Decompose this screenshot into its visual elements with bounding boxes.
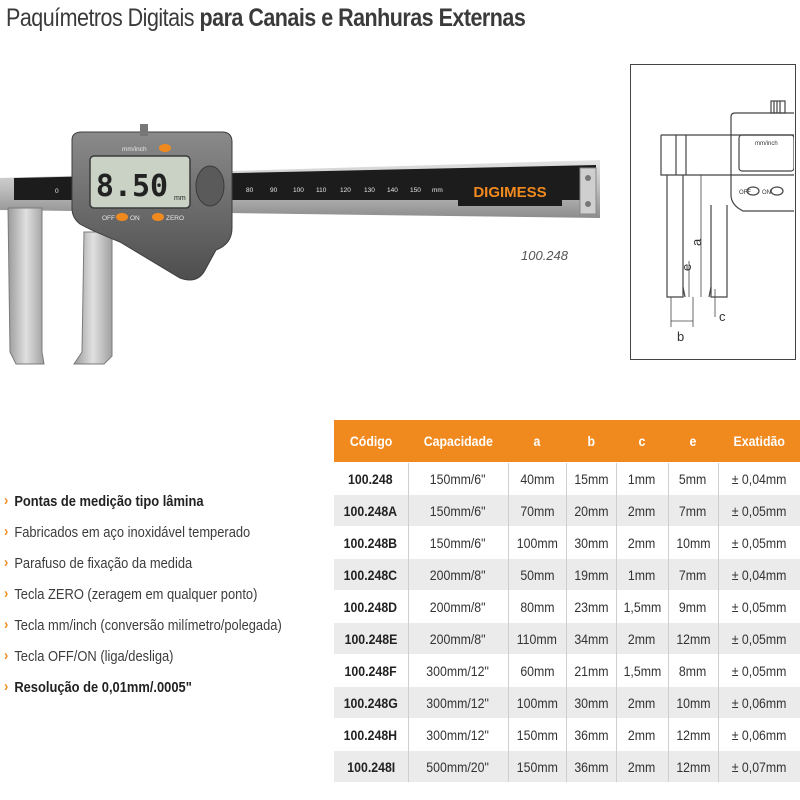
- scale-tick-label: 110: [316, 187, 327, 194]
- mode-key-label: mm/inch: [122, 146, 147, 153]
- model-label: 100.248: [521, 248, 568, 263]
- cell-exatidao: ± 0,05mm: [718, 527, 800, 559]
- feature-item: › Tecla ZERO (zeragem em qualquer ponto): [4, 587, 262, 618]
- cell-b: 21mm: [566, 655, 616, 687]
- feature-item: › Parafuso de fixação da medida: [4, 556, 262, 587]
- cell-c: 1mm: [616, 463, 668, 495]
- cell-c: 1,5mm: [616, 591, 668, 623]
- cell-codigo: 100.248D: [334, 591, 408, 623]
- cell-a: 50mm: [508, 559, 566, 591]
- cell-capacidade: 150mm/6": [408, 495, 508, 527]
- cell-e: 10mm: [668, 527, 718, 559]
- cell-exatidao: ± 0,06mm: [718, 687, 800, 719]
- cell-c: 2mm: [616, 719, 668, 751]
- diagram-on-label: ON: [762, 190, 771, 196]
- feature-item: › Tecla mm/inch (conversão milímetro/polegada): [4, 618, 262, 649]
- cell-b: 36mm: [566, 719, 616, 751]
- cell-exatidao: ± 0,05mm: [718, 655, 800, 687]
- lcd-reading: 8.50: [95, 169, 169, 204]
- table-row: [334, 655, 800, 687]
- cell-b: 19mm: [566, 559, 616, 591]
- cell-codigo: 100.248B: [334, 527, 408, 559]
- brand-plate: [458, 174, 562, 206]
- table-row: [334, 751, 800, 783]
- cell-codigo: 100.248F: [334, 655, 408, 687]
- scale-tick-label: 130: [364, 187, 375, 194]
- cell-e: 12mm: [668, 623, 718, 655]
- fixed-jaw: [8, 208, 44, 364]
- cell-exatidao: ± 0,05mm: [718, 623, 800, 655]
- diagram-lcd-label: mm/inch: [755, 141, 778, 147]
- cell-capacidade: 200mm/8": [408, 591, 508, 623]
- header-a: a: [508, 420, 566, 463]
- cell-c: 2mm: [616, 527, 668, 559]
- on-label: ON: [130, 215, 140, 222]
- dim-b-label: b: [677, 329, 685, 344]
- cell-b: 30mm: [566, 687, 616, 719]
- page-title: [6, 4, 525, 33]
- cell-codigo: 100.248H: [334, 719, 408, 751]
- header-exatidao: Exatidão: [718, 420, 800, 463]
- off-label: OFF: [102, 215, 115, 222]
- cell-c: 1,5mm: [616, 655, 668, 687]
- cell-exatidao: ± 0,06mm: [718, 719, 800, 751]
- cell-capacidade: 300mm/12": [408, 719, 508, 751]
- scale-tick-label: 150: [410, 187, 421, 194]
- cell-exatidao: ± 0,04mm: [718, 559, 800, 591]
- cell-exatidao: ± 0,05mm: [718, 591, 800, 623]
- cell-a: 100mm: [508, 687, 566, 719]
- cell-capacidade: 200mm/8": [408, 623, 508, 655]
- feature-item: › Fabricados em aço inoxidável temperado: [4, 525, 262, 556]
- table-row: [334, 495, 800, 527]
- cell-a: 80mm: [508, 591, 566, 623]
- scale-tick-label: 120: [340, 187, 351, 194]
- cell-e: 7mm: [668, 495, 718, 527]
- table-row: [334, 719, 800, 751]
- dim-c-label: c: [719, 309, 726, 324]
- cell-exatidao: ± 0,04mm: [718, 463, 800, 495]
- cell-e: 5mm: [668, 463, 718, 495]
- lcd-display: [90, 156, 190, 208]
- cell-c: 1mm: [616, 559, 668, 591]
- cell-b: 23mm: [566, 591, 616, 623]
- cell-e: 7mm: [668, 559, 718, 591]
- on-off-key[interactable]: [116, 213, 128, 221]
- cell-exatidao: ± 0,05mm: [718, 495, 800, 527]
- table-row: [334, 527, 800, 559]
- diagram-off-label: OFF: [739, 190, 751, 196]
- cell-codigo: 100.248A: [334, 495, 408, 527]
- header-e: e: [668, 420, 718, 463]
- cell-e: 12mm: [668, 719, 718, 751]
- feature-item: › Pontas de medição tipo lâmina: [4, 494, 262, 525]
- spec-table: [334, 420, 800, 782]
- cell-capacidade: 500mm/20": [408, 751, 508, 783]
- scale-tick-label: 100: [293, 187, 304, 194]
- cell-codigo: 100.248E: [334, 623, 408, 655]
- header-b: b: [566, 420, 616, 463]
- cell-b: 36mm: [566, 751, 616, 783]
- cell-e: 10mm: [668, 687, 718, 719]
- dim-a-label: a: [689, 238, 704, 246]
- brand-logo: DIGIMESS: [473, 184, 547, 201]
- cell-b: 30mm: [566, 527, 616, 559]
- header-codigo: Código: [334, 420, 408, 463]
- cell-e: 12mm: [668, 751, 718, 783]
- dim-e-label: e: [679, 263, 694, 271]
- scale-tick-label: 140: [387, 187, 398, 194]
- scale-tick-label: 0: [55, 188, 59, 195]
- cell-a: 110mm: [508, 623, 566, 655]
- scale-tick-label: 80: [246, 187, 254, 194]
- cell-capacidade: 300mm/12": [408, 655, 508, 687]
- cell-e: 8mm: [668, 655, 718, 687]
- cell-c: 2mm: [616, 495, 668, 527]
- header-c: c: [616, 420, 668, 463]
- cell-a: 60mm: [508, 655, 566, 687]
- scale-tick-label: 90: [270, 187, 278, 194]
- cell-codigo: 100.248I: [334, 751, 408, 783]
- cell-a: 70mm: [508, 495, 566, 527]
- cell-b: 20mm: [566, 495, 616, 527]
- lcd-unit: mm: [174, 195, 186, 202]
- cell-a: 150mm: [508, 751, 566, 783]
- cell-codigo: 100.248C: [334, 559, 408, 591]
- cell-c: 2mm: [616, 623, 668, 655]
- spec-table-body: [334, 463, 800, 783]
- scale-tick-label: mm: [432, 187, 443, 194]
- table-row: [334, 623, 800, 655]
- cell-c: 2mm: [616, 687, 668, 719]
- dimension-diagram: [630, 64, 796, 360]
- cell-c: 2mm: [616, 751, 668, 783]
- table-header-row: [334, 420, 800, 463]
- cell-capacidade: 300mm/12": [408, 687, 508, 719]
- cell-codigo: 100.248G: [334, 687, 408, 719]
- table-row: [334, 591, 800, 623]
- cell-exatidao: ± 0,07mm: [718, 751, 800, 783]
- cell-a: 150mm: [508, 719, 566, 751]
- moving-jaw: [74, 232, 112, 364]
- feature-list: [4, 494, 304, 711]
- mode-key[interactable]: [159, 144, 171, 152]
- cell-b: 34mm: [566, 623, 616, 655]
- cell-b: 15mm: [566, 463, 616, 495]
- zero-key[interactable]: [152, 213, 164, 221]
- table-row: [334, 687, 800, 719]
- feature-item: › Tecla OFF/ON (liga/desliga): [4, 649, 262, 680]
- table-row: [334, 463, 800, 495]
- cell-capacidade: 150mm/6": [408, 527, 508, 559]
- table-row: [334, 559, 800, 591]
- cell-e: 9mm: [668, 591, 718, 623]
- feature-item: › Resolução de 0,01mm/.0005": [4, 680, 262, 711]
- zero-label: ZERO: [166, 215, 185, 222]
- header-capacidade: Capacidade: [408, 420, 508, 463]
- cell-codigo: 100.248: [334, 463, 408, 495]
- title-part2: para Canais e Ranhuras Externas: [199, 4, 526, 32]
- cell-a: 100mm: [508, 527, 566, 559]
- cell-capacidade: 200mm/8": [408, 559, 508, 591]
- title-part1: Paquímetros Digitais: [6, 4, 195, 32]
- cell-a: 40mm: [508, 463, 566, 495]
- cell-capacidade: 150mm/6": [408, 463, 508, 495]
